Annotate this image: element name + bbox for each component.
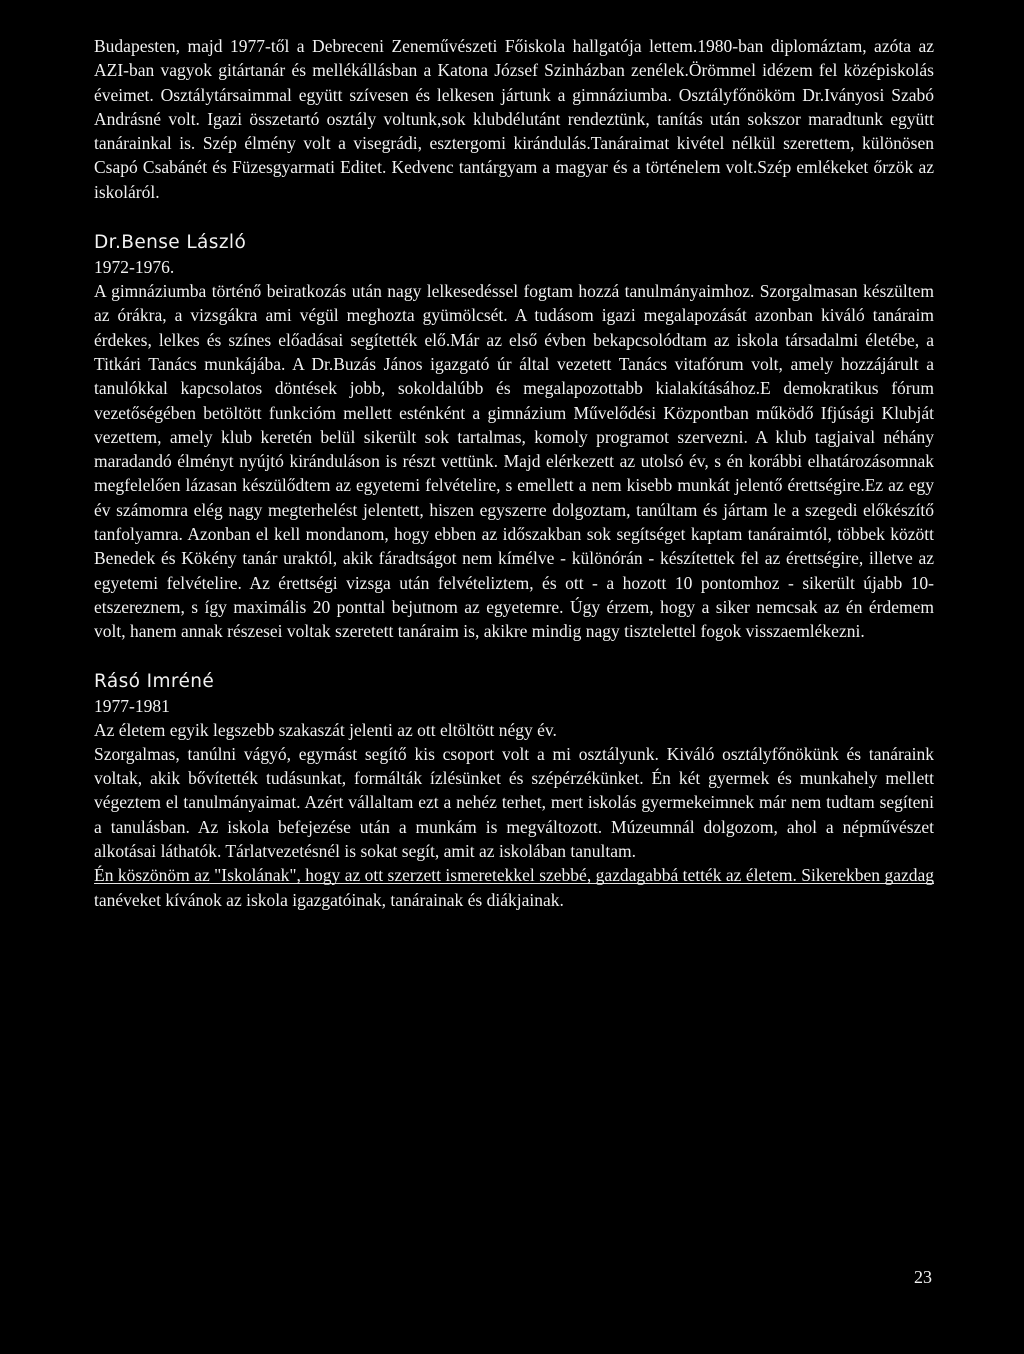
bense-section: [94, 231, 934, 643]
raso-paragraph-1: Az életem egyik legszebb szakaszát jelenti az ott eltöltött négy év.: [94, 719, 557, 740]
raso-paragraph-2: Szorgalmas, tanúlni vágyó, egymást segítő kis csoport volt a mi osztályunk. Kiváló osztályfőnökünk és tanáraink voltak, akik bővítették tudásunkat, formálták ízlésünket és szépérzékünket. Én két gyermek és munkahely mellett végeztem el tanulmányaimat. Azért vállaltam ezt a nehéz terhet, mert iskolás gyermekeimnek már nem tudtam segíteni a tanulásban. Az iskola befejezése után a munkám is megváltozott. Múzeumnál dolgozom, ahol a népművészet alkotásai láthatók. Tárlatvezetésnél is sokat segít, amit az iskolában tanultam.: [94, 743, 934, 862]
footer-divider: [94, 883, 934, 884]
bense-paragraph: A gimnáziumba történő beiratkozás után nagy lelkesedéssel fogtam hozzá tanulmányaimhoz. Szorgalmasan készültem az órákra, a vizsgákra ami végül meghozta gyümölcsét. A tudásom igazi megalapozását azonban kiváló tanáraim érdekes, lelkes és színes előadásai segítették elő.Már az első évben bekapcsolódtam az iskola társadalmi életébe, a Titkári Tanács munkájába. A Dr.Buzás János igazgató úr által vezetett Tanács vitafórum volt, amely hozzájárult a tanulókkal kapcsolatos döntések jobb, sokoldalúbb és megalapozottabb kialakításához.E demokratikus fórum vezetőségében betöltött funkcióm mellett esténként a gimnázium Művelődési Központban működő Ifjúsági Klubját vezettem, amely klub keretén belül sikerült sok tartalmas, komoly programot szervezni. A klub tagjaival néhány maradandó élményt nyújtó kiránduláson is részt vettünk. Majd elérkezett az utolsó év, s én korábbi elhatározásomnak megfelelően lázasan készülődtem az egyetemi felvételire, s emellett a nem kisebb munkát jelentő érettségire.Ez az egy év számomra elég nagy megterhelést jelentett, hiszen egyszerre dolgoztam, tanúltam és jártam le a szegedi előkészítő tanfolyamra. Azonban el kell mondanom, hogy ebben az időszakban sok segítséget kaptam tanáraimtól, többek között Benedek és Kökény tanár uraktól, akik fáradtságot nem kímélve - különórán - készítettek fel az érettségire, illetve az egyetemi felvételire. Az érettségi vizsga után felvételiztem, és ott - a hozott 10 pontomhoz - sikerült újabb 10-etszereznem, s így maximális 20 ponttal bejutnom az egyetemre. Úgy érzem, hogy a siker nemcsak az én érdemem volt, hanem annak részesei voltak szeretett tanáraim is, akikre mindig nagy tisztelettel fogok visszaemlékezni.: [94, 281, 934, 642]
page-number: 23: [914, 1267, 932, 1287]
years-raso: 1977-1981: [94, 695, 170, 716]
intro-paragraph: Budapesten, majd 1977-től a Debreceni Zeneművészeti Főiskola hallgatója lettem.1980-ban diplomáztam, azóta az AZI-ban vagyok gitártanár és mellékállásban a Katona József Szinházban zenélek.Örömmel idézem fel középiskolás éveimet. Osztálytársaimmal együtt szívesen és lelkesen jártunk a gimnáziumba. Osztályfőnököm Dr.Iványosi Szabó Andrásné volt. Igazi összetartó osztály voltunk,sok klubdélutánt rendeztünk, tanítás után sokszor maradtunk együtt tanárainkal is. Szép élmény volt a visegrádi, esztergomi kirándulás.Tanáraimat kivétel nélkül szerettem, különösen Csapó Csabánét és Füzesgyarmati Editet. Kedvenc tantárgyam a magyar és a történelem volt.Szép emlékeket őrzök az iskoláról.: [94, 36, 934, 202]
years-bense: 1972-1976.: [94, 257, 175, 278]
raso-paragraph-3: Én köszönöm az "Iskolának", hogy az ott szerzett ismeretekkel szebbé, gazdagabbá tették az életem. Sikerekben gazdag tanéveket kívánok az iskola igazgatóinak, tanárainak és diákjainak.: [94, 865, 934, 910]
author-name-raso: Rásó Imréné: [94, 670, 215, 692]
author-name-bense: Dr.Bense László: [94, 232, 247, 254]
intro-section: [94, 34, 934, 204]
page-content: [94, 34, 934, 912]
raso-section: [94, 670, 934, 912]
